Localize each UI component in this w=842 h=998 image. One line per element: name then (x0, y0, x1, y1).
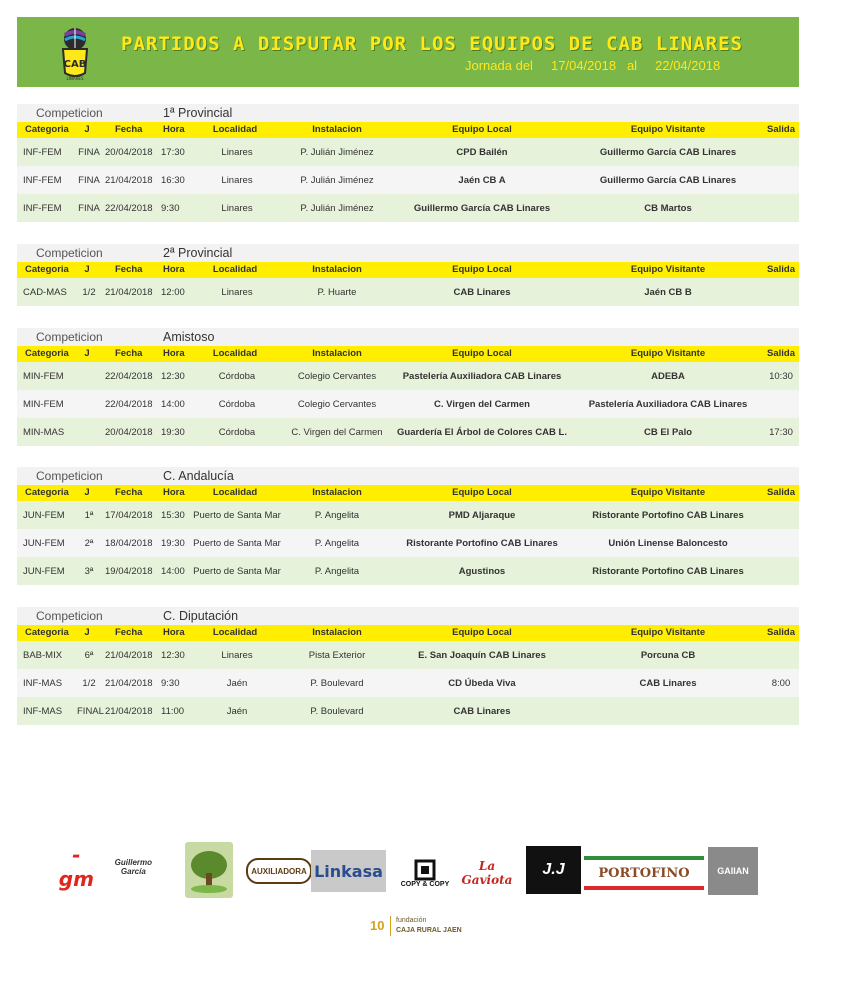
table-row (17, 501, 799, 529)
header-categoria: Categoria (25, 348, 69, 359)
header-equipo-visitante: Equipo Visitante (630, 487, 706, 498)
cab-logo (57, 25, 93, 81)
header-fecha: Fecha (115, 487, 143, 498)
cell-instalacion: C. Virgen del Carmen (291, 427, 383, 438)
cell-fecha: 17/04/2018 (105, 510, 153, 521)
sponsor-gm-logo: -gm Guillermo García (58, 843, 153, 891)
cell-localidad: Puerto de Santa Mar (193, 566, 281, 577)
fundacion-number: 10 (370, 918, 385, 933)
cell-j: 1ª (84, 510, 94, 521)
competition-label: Competicion (36, 609, 103, 623)
jornada-from: 17/04/2018 (551, 58, 617, 73)
competition-section (17, 328, 799, 446)
cell-j: FINA (78, 175, 100, 186)
table-row (17, 641, 799, 669)
cell-localidad: Córdoba (218, 399, 256, 410)
header-salida: Salida (767, 487, 795, 498)
sponsor-arbol-logo (185, 842, 233, 898)
cell-instalacion: P. Boulevard (310, 678, 364, 689)
competition-section (17, 104, 799, 222)
cell-hora: 12:00 (161, 287, 185, 298)
cell-hora: 12:30 (161, 371, 185, 382)
cell-equipo-visitante: Guillermo García CAB Linares (599, 147, 737, 158)
cell-localidad: Córdoba (218, 427, 256, 438)
header-equipo-local: Equipo Local (452, 264, 512, 275)
header-j: J (84, 264, 90, 275)
cell-instalacion: Colegio Cervantes (297, 399, 377, 410)
cell-j: FINAL (77, 706, 104, 717)
header-localidad: Localidad (212, 627, 258, 638)
cell-equipo-local: Ristorante Portofino CAB Linares (406, 538, 558, 549)
header-fecha: Fecha (115, 627, 143, 638)
header-banner (17, 17, 799, 87)
competition-label: Competicion (36, 469, 103, 483)
cell-j: 6ª (84, 650, 94, 661)
cell-fecha: 21/04/2018 (105, 287, 153, 298)
cell-equipo-local: E. San Joaquín CAB Linares (418, 650, 546, 661)
cell-localidad: Puerto de Santa Mar (193, 510, 281, 521)
cell-localidad: Jaén (226, 678, 248, 689)
competition-title (17, 104, 799, 122)
cell-equipo-visitante: Porcuna CB (640, 650, 696, 661)
jornada-range (465, 58, 720, 73)
header-salida: Salida (767, 264, 795, 275)
cell-localidad: Linares (221, 147, 253, 158)
competition-title (17, 328, 799, 346)
cell-equipo-visitante: ADEBA (651, 371, 685, 382)
competition-name: 2ª Provincial (163, 246, 233, 260)
cell-equipo-visitante: Pastelería Auxiliadora CAB Linares (588, 399, 748, 410)
cell-equipo-local: Agustinos (458, 566, 506, 577)
cell-instalacion: P. Boulevard (310, 706, 364, 717)
cell-salida: 10:30 (769, 371, 793, 382)
competition-section (17, 244, 799, 306)
cell-fecha: 22/04/2018 (105, 203, 153, 214)
cell-categoria: JUN-FEM (23, 538, 65, 549)
cell-fecha: 20/04/2018 (105, 147, 153, 158)
cell-fecha: 21/04/2018 (105, 650, 153, 661)
header-categoria: Categoria (25, 487, 69, 498)
sponsor-auxiliadora-logo: AUXILIADORA (246, 858, 312, 884)
table-header (17, 262, 799, 278)
cell-fecha: 21/04/2018 (105, 678, 153, 689)
cell-categoria: INF-FEM (23, 175, 62, 186)
jornada-al: al (626, 58, 638, 73)
table-row (17, 362, 799, 390)
header-localidad: Localidad (212, 348, 258, 359)
cell-fecha: 18/04/2018 (105, 538, 153, 549)
cell-equipo-local: C. Virgen del Carmen (434, 399, 530, 410)
cell-localidad: Puerto de Santa Mar (193, 538, 281, 549)
header-hora: Hora (163, 264, 185, 275)
header-instalacion: Instalacion (312, 487, 362, 498)
cell-instalacion: Pista Exterior (308, 650, 366, 661)
header-instalacion: Instalacion (312, 264, 362, 275)
header-hora: Hora (163, 627, 185, 638)
cell-equipo-local: CD Úbeda Viva (448, 678, 516, 689)
competition-name: 1ª Provincial (163, 106, 233, 120)
competition-label: Competicion (36, 106, 103, 120)
sponsor-jj-logo: J.J (526, 846, 581, 894)
header-equipo-visitante: Equipo Visitante (630, 348, 706, 359)
cell-categoria: INF-MAS (23, 706, 63, 717)
cell-equipo-visitante: CAB Linares (639, 678, 697, 689)
header-localidad: Localidad (212, 264, 258, 275)
cell-localidad: Córdoba (218, 371, 256, 382)
cell-categoria: CAD-MAS (23, 287, 67, 298)
cell-hora: 17:30 (161, 147, 185, 158)
header-fecha: Fecha (115, 264, 143, 275)
cell-equipo-visitante: CB Martos (644, 203, 692, 214)
cell-categoria: INF-MAS (23, 678, 63, 689)
cell-equipo-local: Jaén CB A (458, 175, 506, 186)
sponsor-gaviota-logo: La Gaviota (461, 859, 513, 887)
table-row (17, 166, 799, 194)
cell-equipo-local: Pastelería Auxiliadora CAB Linares (402, 371, 562, 382)
header-salida: Salida (767, 348, 795, 359)
table-row (17, 669, 799, 697)
table-row (17, 278, 799, 306)
cell-hora: 11:00 (161, 706, 185, 717)
logo-subtext: LINARES (66, 76, 84, 81)
cell-equipo-local: CAB Linares (453, 287, 511, 298)
header-hora: Hora (163, 487, 185, 498)
cell-salida: 17:30 (769, 427, 793, 438)
cell-fecha: 19/04/2018 (105, 566, 153, 577)
cell-instalacion: P. Julián Jiménez (300, 147, 374, 158)
cell-hora: 14:00 (161, 399, 185, 410)
table-row (17, 194, 799, 222)
cell-equipo-local: CAB Linares (453, 706, 511, 717)
cell-equipo-visitante: Unión Linense Baloncesto (608, 538, 728, 549)
cell-equipo-local: Guillermo García CAB Linares (413, 203, 551, 214)
cell-hora: 12:30 (161, 650, 185, 661)
cell-fecha: 20/04/2018 (105, 427, 153, 438)
cell-localidad: Linares (221, 203, 253, 214)
competition-section (17, 467, 799, 585)
cell-localidad: Linares (221, 287, 253, 298)
jornada-label: Jornada del (465, 58, 533, 73)
header-j: J (84, 627, 90, 638)
header-instalacion: Instalacion (312, 124, 362, 135)
cell-categoria: INF-FEM (23, 203, 62, 214)
cell-categoria: JUN-FEM (23, 510, 65, 521)
cell-categoria: JUN-FEM (23, 566, 65, 577)
table-row (17, 557, 799, 585)
cell-hora: 9:30 (161, 678, 180, 689)
competition-section (17, 607, 799, 725)
competition-title (17, 467, 799, 485)
cell-j: 2ª (84, 538, 94, 549)
header-equipo-local: Equipo Local (452, 348, 512, 359)
table-row (17, 418, 799, 446)
fundacion-line2: CAJA RURAL JAEN (396, 927, 462, 934)
cell-categoria: BAB-MIX (23, 650, 63, 661)
header-fecha: Fecha (115, 124, 143, 135)
cell-equipo-local: PMD Aljaraque (448, 510, 516, 521)
header-fecha: Fecha (115, 348, 143, 359)
header-equipo-visitante: Equipo Visitante (630, 627, 706, 638)
cell-equipo-local: CPD Bailén (456, 147, 508, 158)
competition-label: Competicion (36, 246, 103, 260)
table-header (17, 625, 799, 641)
fundacion-line1: fundación (396, 917, 427, 924)
header-categoria: Categoria (25, 124, 69, 135)
header-equipo-visitante: Equipo Visitante (630, 264, 706, 275)
header-hora: Hora (163, 348, 185, 359)
header-instalacion: Instalacion (312, 627, 362, 638)
cell-instalacion: Colegio Cervantes (297, 371, 377, 382)
competition-name: Amistoso (163, 330, 215, 344)
header-localidad: Localidad (212, 124, 258, 135)
cell-fecha: 22/04/2018 (105, 399, 153, 410)
cell-j: 1/2 (82, 678, 96, 689)
header-instalacion: Instalacion (312, 348, 362, 359)
cell-fecha: 21/04/2018 (105, 706, 153, 717)
competition-label: Competicion (36, 330, 103, 344)
header-salida: Salida (767, 627, 795, 638)
competition-title (17, 607, 799, 625)
header-j: J (84, 348, 90, 359)
page-title: PARTIDOS A DISPUTAR POR LOS EQUIPOS DE CAB LINARES (121, 33, 743, 55)
cell-fecha: 21/04/2018 (105, 175, 153, 186)
cell-instalacion: P. Julián Jiménez (300, 203, 374, 214)
header-categoria: Categoria (25, 264, 69, 275)
cell-equipo-visitante: Ristorante Portofino CAB Linares (592, 566, 744, 577)
header-j: J (84, 487, 90, 498)
header-localidad: Localidad (212, 487, 258, 498)
header-salida: Salida (767, 124, 795, 135)
cell-instalacion: P. Angelita (314, 566, 360, 577)
competition-name: C. Diputación (163, 609, 239, 623)
cell-instalacion: P. Julián Jiménez (300, 175, 374, 186)
logo-text: CAB (63, 59, 87, 70)
header-equipo-local: Equipo Local (452, 124, 512, 135)
cell-j: FINA (78, 203, 100, 214)
cell-j: 1/2 (82, 287, 96, 298)
cell-hora: 15:30 (161, 510, 185, 521)
cell-hora: 19:30 (161, 538, 185, 549)
cell-instalacion: P. Angelita (314, 538, 360, 549)
cell-categoria: MIN-FEM (23, 399, 64, 410)
cell-equipo-visitante: Ristorante Portofino CAB Linares (592, 510, 744, 521)
sponsors-strip (0, 836, 842, 906)
sponsor-copy-logo: COPY & COPY (397, 848, 453, 898)
table-header (17, 122, 799, 138)
cell-hora: 16:30 (161, 175, 185, 186)
cell-localidad: Jaén (226, 706, 248, 717)
header-equipo-local: Equipo Local (452, 627, 512, 638)
cell-localidad: Linares (221, 175, 253, 186)
cell-j: FINA (78, 147, 100, 158)
cell-fecha: 22/04/2018 (105, 371, 153, 382)
header-equipo-visitante: Equipo Visitante (630, 124, 706, 135)
cell-equipo-local: Guardería El Árbol de Colores CAB L. (397, 427, 567, 438)
sponsor-portofino-logo: PORTOFINO (584, 856, 704, 890)
table-row (17, 697, 799, 725)
cell-equipo-visitante: Guillermo García CAB Linares (599, 175, 737, 186)
header-hora: Hora (163, 124, 185, 135)
sponsor-gaian-logo: GAIIAN (708, 847, 758, 895)
competition-title (17, 244, 799, 262)
fundacion-logo (370, 916, 470, 940)
cell-instalacion: P. Angelita (314, 510, 360, 521)
cell-salida: 8:00 (771, 678, 791, 689)
cell-j: 3ª (84, 566, 94, 577)
sponsor-linkasa-logo: Linkasa (311, 850, 386, 892)
cell-hora: 9:30 (161, 203, 180, 214)
table-header (17, 346, 799, 362)
jornada-to: 22/04/2018 (655, 58, 721, 73)
cell-hora: 19:30 (161, 427, 185, 438)
header-equipo-local: Equipo Local (452, 487, 512, 498)
header-categoria: Categoria (25, 627, 69, 638)
header-j: J (84, 124, 90, 135)
cell-categoria: MIN-FEM (23, 371, 64, 382)
cell-categoria: INF-FEM (23, 147, 62, 158)
cell-equipo-visitante: CB El Palo (643, 427, 693, 438)
table-row (17, 529, 799, 557)
cell-instalacion: P. Huarte (317, 287, 357, 298)
cell-categoria: MIN-MAS (23, 427, 65, 438)
cell-localidad: Linares (221, 650, 253, 661)
table-header (17, 485, 799, 501)
cell-equipo-visitante: Jaén CB B (644, 287, 692, 298)
table-row (17, 390, 799, 418)
cell-hora: 14:00 (161, 566, 185, 577)
table-row (17, 138, 799, 166)
competition-name: C. Andalucía (163, 469, 234, 483)
